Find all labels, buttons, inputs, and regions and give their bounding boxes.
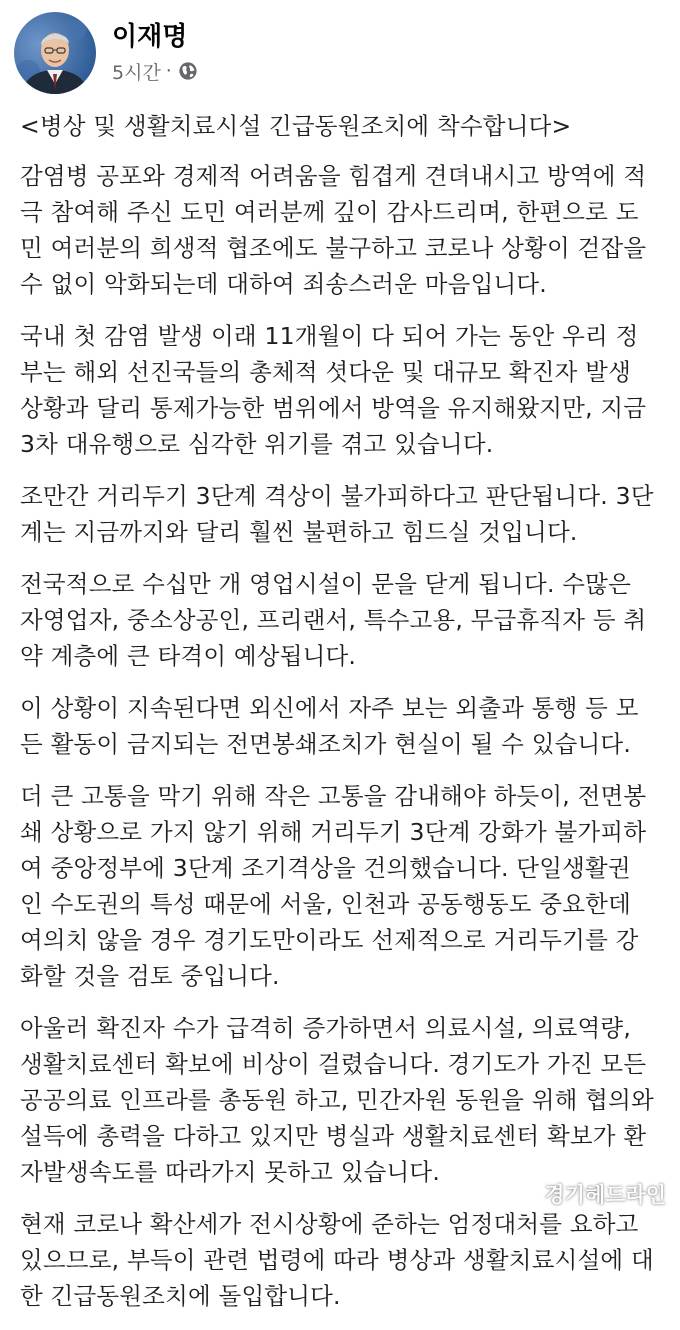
post-paragraph [20,1206,665,1314]
paragraph-line: 계는 지금까지와 달리 훨씬 불편하고 힘드실 것입니다. [20,518,578,546]
post-header [0,0,680,100]
paragraph-line: 조만간 거리두기 3단계 격상이 불가피하다고 판단됩니다. 3단 [20,482,654,510]
paragraph-line: 더 큰 고통을 막기 위해 작은 고통을 감내해야 하듯이, 전면봉 [20,782,647,810]
watermark [518,1179,666,1209]
paragraph-line: 수 없이 악화되는데 대하여 죄송스러운 마음입니다. [20,270,547,298]
post-meta [112,58,198,84]
watermark-text: 경기헤드라인 [544,1183,666,1207]
avatar-photo [14,12,96,94]
headline-logo-icon [518,1183,540,1205]
post-paragraph [20,478,665,550]
paragraph-line: 자영업자, 중소상공인, 프리랜서, 특수고용, 무급휴직자 등 취 [20,606,647,634]
paragraph-line: 여 중앙정부에 3단계 조기격상을 건의했습니다. 단일생활권 [20,854,631,882]
post-title: <병상 및 생활치료시설 긴급동원조치에 착수합니다> [20,112,572,140]
post-paragraph [20,318,665,462]
post-paragraphs [20,158,665,1314]
paragraph-line: 부는 해외 선진국들의 총체적 셧다운 및 대규모 확진자 발생 [20,358,631,386]
paragraph-line: 생활치료센터 확보에 비상이 걸렸습니다. 경기도가 가진 모든 [20,1050,647,1078]
author-name[interactable]: 이재명 [112,22,188,52]
post-body [20,108,665,1330]
paragraph-line: 현재 코로나 확산세가 전시상황에 준하는 엄정대처를 요하고 [20,1210,639,1238]
paragraph-line: 여의치 않을 경우 경기도만이라도 선제적으로 거리두기를 강 [20,926,639,954]
paragraph-line: 전국적으로 수십만 개 영업시설이 문을 닫게 됩니다. 수많은 [20,570,631,598]
paragraph-line: 이 상황이 지속된다면 외신에서 자주 보는 외출과 통행 등 모 [20,694,639,722]
paragraph-line: 한 긴급동원조치에 돌입합니다. [20,1282,341,1310]
meta-separator: · [165,60,172,82]
paragraph-line: 민 여러분의 희생적 협조에도 불구하고 코로나 상황이 걷잡을 [20,234,647,262]
paragraph-line: 쇄 상황으로 가지 않기 위해 거리두기 3단계 강화가 불가피하 [20,818,647,846]
paragraph-line: 상황과 달리 통제가능한 범위에서 방역을 유지해왔지만, 지금 [20,394,647,422]
post-paragraph [20,778,665,994]
paragraph-line: 있으므로, 부득이 관련 법령에 따라 병상과 생활치료시설에 대 [20,1246,654,1274]
post-paragraph [20,566,665,674]
paragraph-line: 설득에 총력을 다하고 있지만 병실과 생활치료센터 확보가 환 [20,1122,647,1150]
paragraph-line: 화할 것을 검토 중입니다. [20,962,280,990]
post-paragraph [20,158,665,302]
post-paragraph [20,690,665,762]
paragraph-line: 자발생속도를 따라가지 못하고 있습니다. [20,1158,440,1186]
paragraph-line: 아울러 확진자 수가 급격히 증가하면서 의료시설, 의료역량, [20,1014,631,1042]
paragraph-line: 약 계층에 큰 타격이 예상됩니다. [20,642,357,670]
avatar[interactable] [14,12,96,94]
paragraph-line: 극 참여해 주신 도민 여러분께 깊이 감사드리며, 한편으로 도 [20,198,639,226]
paragraph-line: 3차 대유행으로 심각한 위기를 겪고 있습니다. [20,430,494,458]
post-paragraph [20,1010,665,1190]
globe-icon[interactable] [178,61,198,81]
paragraph-line: 든 활동이 금지되는 전면봉쇄조치가 현실이 될 수 있습니다. [20,730,631,758]
paragraph-line: 국내 첫 감염 발생 이래 11개월이 다 되어 가는 동안 우리 정 [20,322,639,350]
post-time[interactable]: 5시간 [112,61,161,84]
paragraph-line: 인 수도권의 특성 때문에 서울, 인천과 공동행동도 중요한데 [20,890,631,918]
paragraph-line: 공공의료 인프라를 총동원 하고, 민간자원 동원을 위해 협의와 [20,1086,654,1114]
paragraph-line: 감염병 공포와 경제적 어려움을 힘겹게 견뎌내시고 방역에 적 [20,162,647,190]
